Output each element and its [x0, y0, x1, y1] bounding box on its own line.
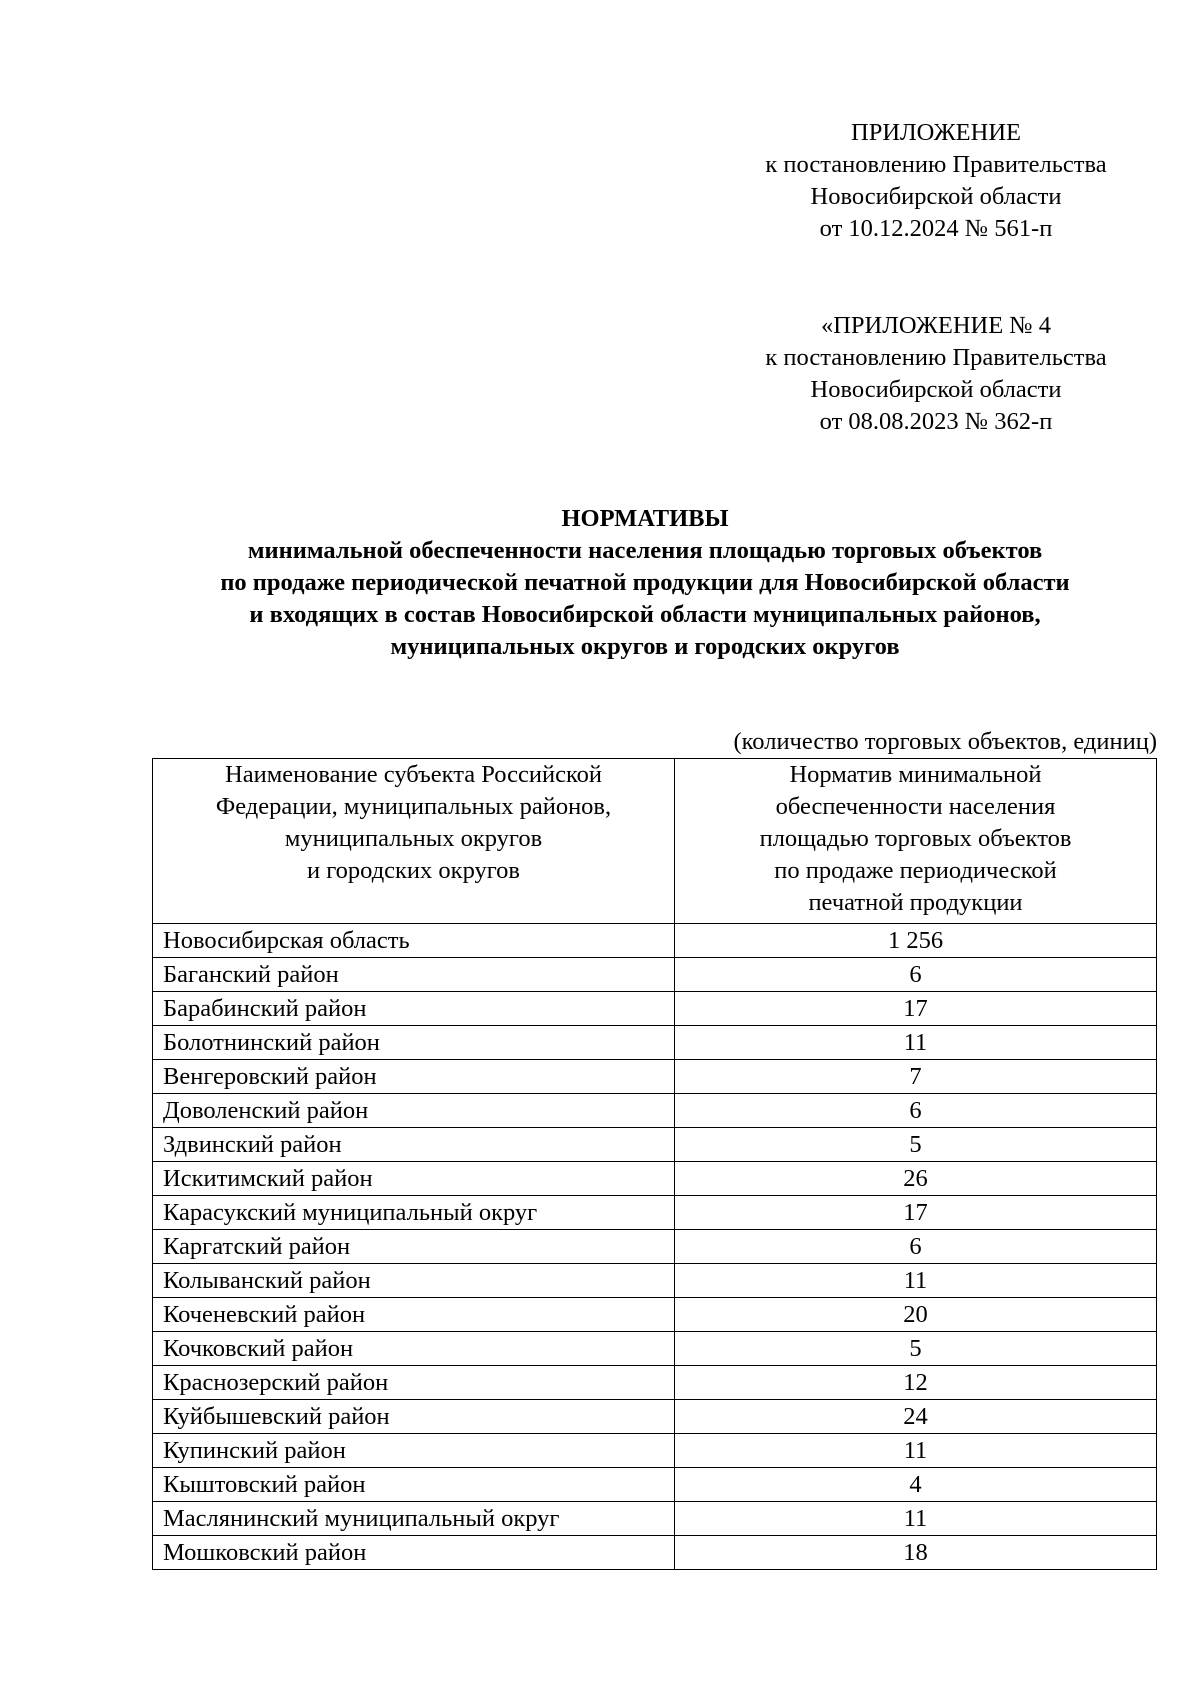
appendix-line: к постановлению Правительства [765, 151, 1107, 178]
table-row [153, 1298, 1157, 1332]
norm-value: 7 [675, 1060, 1157, 1094]
region-name: Новосибирская область [153, 924, 675, 958]
appendix-header-amended [726, 310, 1146, 438]
norm-value: 26 [675, 1162, 1157, 1196]
norm-value: 5 [675, 1332, 1157, 1366]
table-row [153, 1536, 1157, 1570]
header-cell-value [675, 759, 1157, 924]
table-row [153, 992, 1157, 1026]
norm-value: 4 [675, 1468, 1157, 1502]
header-text: Наименование субъекта Российской [225, 761, 602, 788]
appendix-date-number: от 08.08.2023 № 362-п [819, 408, 1053, 435]
norm-value: 11 [675, 1502, 1157, 1536]
header-text: обеспеченности населения [775, 793, 1056, 820]
norm-value: 17 [675, 1196, 1157, 1230]
appendix-title: ПРИЛОЖЕНИЕ [851, 119, 1021, 146]
document-title [100, 503, 1190, 663]
unit-note: (количество торговых объектов, единиц) [733, 728, 1157, 755]
header-text: по продаже периодической [774, 857, 1057, 884]
region-name: Барабинский район [153, 992, 675, 1026]
table-row [153, 924, 1157, 958]
region-name: Краснозерский район [153, 1366, 675, 1400]
table-header-row [153, 759, 1157, 924]
header-text: и городских округов [306, 857, 521, 884]
table-row [153, 1332, 1157, 1366]
region-name: Здвинский район [153, 1128, 675, 1162]
document-subtitle-line: и входящих в состав Новосибирской области муниципальных районов, [249, 601, 1041, 628]
norm-value: 6 [675, 1094, 1157, 1128]
region-name: Купинский район [153, 1434, 675, 1468]
norm-value: 24 [675, 1400, 1157, 1434]
appendix-date-number: от 10.12.2024 № 561-п [819, 215, 1053, 242]
norm-value: 11 [675, 1264, 1157, 1298]
norm-value: 11 [675, 1434, 1157, 1468]
region-name: Венгеровский район [153, 1060, 675, 1094]
header-text: Федерации, муниципальных районов, [215, 793, 612, 820]
region-name: Кыштовский район [153, 1468, 675, 1502]
region-name: Кочковский район [153, 1332, 675, 1366]
region-name: Карасукский муниципальный округ [153, 1196, 675, 1230]
table-row [153, 1264, 1157, 1298]
table-row [153, 1128, 1157, 1162]
table-row [153, 1060, 1157, 1094]
norm-value: 17 [675, 992, 1157, 1026]
region-name: Искитимский район [153, 1162, 675, 1196]
appendix-line: к постановлению Правительства [765, 344, 1107, 371]
table-row [153, 1230, 1157, 1264]
table-row [153, 1468, 1157, 1502]
document-subtitle-line: по продаже периодической печатной продукции для Новосибирской области [220, 569, 1070, 596]
norm-value: 20 [675, 1298, 1157, 1332]
table-row [153, 1196, 1157, 1230]
norm-value: 6 [675, 1230, 1157, 1264]
region-name: Куйбышевский район [153, 1400, 675, 1434]
table-row [153, 958, 1157, 992]
region-name: Баганский район [153, 958, 675, 992]
norm-value: 18 [675, 1536, 1157, 1570]
region-name: Доволенский район [153, 1094, 675, 1128]
norms-table [152, 758, 1157, 1570]
appendix-line: Новосибирской области [810, 376, 1062, 403]
norm-value: 1 256 [675, 924, 1157, 958]
table-row [153, 1366, 1157, 1400]
header-text: Норматив минимальной [789, 761, 1042, 788]
norm-value: 6 [675, 958, 1157, 992]
table-row [153, 1162, 1157, 1196]
region-name: Колыванский район [153, 1264, 675, 1298]
table-row [153, 1400, 1157, 1434]
header-text: муниципальных округов [284, 825, 543, 852]
norm-value: 12 [675, 1366, 1157, 1400]
appendix-header-current [726, 117, 1146, 245]
region-name: Болотнинский район [153, 1026, 675, 1060]
region-name: Коченевский район [153, 1298, 675, 1332]
appendix-line: Новосибирской области [810, 183, 1062, 210]
region-name: Каргатский район [153, 1230, 675, 1264]
table-row [153, 1026, 1157, 1060]
table-row [153, 1094, 1157, 1128]
document-subtitle-line: минимальной обеспеченности населения площадью торговых объектов [247, 537, 1043, 564]
norm-value: 5 [675, 1128, 1157, 1162]
norm-value: 11 [675, 1026, 1157, 1060]
region-name: Мошковский район [153, 1536, 675, 1570]
header-cell-name [153, 759, 675, 924]
region-name: Маслянинский муниципальный округ [153, 1502, 675, 1536]
table-row [153, 1434, 1157, 1468]
header-text: печатной продукции [808, 889, 1023, 916]
document-subtitle-line: муниципальных округов и городских округов [390, 633, 900, 660]
appendix-title: «ПРИЛОЖЕНИЕ № 4 [820, 312, 1052, 339]
header-text: площадью торговых объектов [759, 825, 1072, 852]
table-row [153, 1502, 1157, 1536]
document-heading: НОРМАТИВЫ [561, 505, 729, 532]
